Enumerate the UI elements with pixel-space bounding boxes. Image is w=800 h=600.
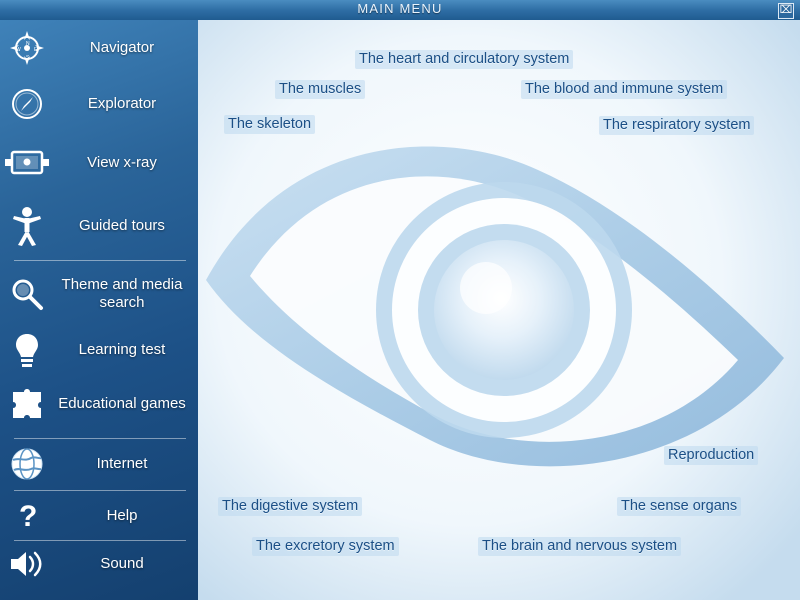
sidebar [0,20,198,600]
sidebar-item-label: Sound [100,555,144,572]
close-icon[interactable]: ⌧ [778,3,794,19]
divider [14,260,186,261]
question-mark-icon [0,494,54,538]
sidebar-item-educational-games[interactable] [0,376,198,432]
title-bar [0,0,800,21]
sidebar-item-theme-and-media-search[interactable] [0,266,198,322]
sidebar-item-view-xray[interactable] [0,140,198,186]
lightbulb-icon [0,328,54,372]
hotspot-brain-and-nervous-system[interactable]: The brain and nervous system [478,537,681,556]
hotspot-respiratory-system[interactable]: The respiratory system [599,116,754,135]
puzzle-piece-icon [0,382,54,426]
person-walking-icon [0,204,54,248]
sidebar-item-label: Educational games [58,395,186,412]
sidebar-item-label: Guided tours [79,217,165,234]
sidebar-item-label: Theme and media search [61,276,183,311]
sidebar-item-internet[interactable] [0,442,198,486]
divider [14,490,186,491]
svg-text:S: S [26,55,30,61]
sidebar-item-help[interactable] [0,494,198,538]
sidebar-item-label: Learning test [78,341,166,358]
xray-screen-icon [0,141,54,185]
svg-text:N: N [26,41,30,47]
hotspot-muscles[interactable]: The muscles [275,80,365,99]
sidebar-item-label: View x-ray [87,154,157,171]
sidebar-item-label: Navigator [89,39,155,56]
svg-text:W: W [16,47,21,53]
compass-rose-icon [0,26,54,70]
hotspot-reproduction[interactable]: Reproduction [664,446,758,465]
sidebar-item-guided-tours[interactable] [0,202,198,250]
hotspot-sense-organs[interactable]: The sense organs [617,497,741,516]
divider [14,438,186,439]
sidebar-item-label: Help [106,507,138,524]
magnifier-icon [0,272,54,316]
hotspot-digestive-system[interactable]: The digestive system [218,497,362,516]
sidebar-item-label: Explorator [87,95,157,112]
sidebar-item-sound[interactable] [0,542,198,586]
globe-icon [0,442,54,486]
hotspot-heart-and-circulatory-system[interactable]: The heart and circulatory system [355,50,573,69]
compass-needle-icon [0,82,54,126]
hotspot-excretory-system[interactable]: The excretory system [252,537,399,556]
sidebar-item-label: Internet [96,455,148,472]
svg-text:E: E [34,47,38,53]
svg-text:?: ? [19,500,38,533]
page-title: MAIN MENU [357,1,443,16]
sidebar-item-explorator[interactable] [0,82,198,126]
main-panel [198,20,800,600]
sidebar-item-navigator[interactable] [0,26,198,70]
sidebar-item-learning-test[interactable] [0,328,198,372]
divider [14,540,186,541]
speaker-icon [0,542,54,586]
hotspot-blood-and-immune-system[interactable]: The blood and immune system [521,80,727,99]
hotspot-skeleton[interactable]: The skeleton [224,115,315,134]
